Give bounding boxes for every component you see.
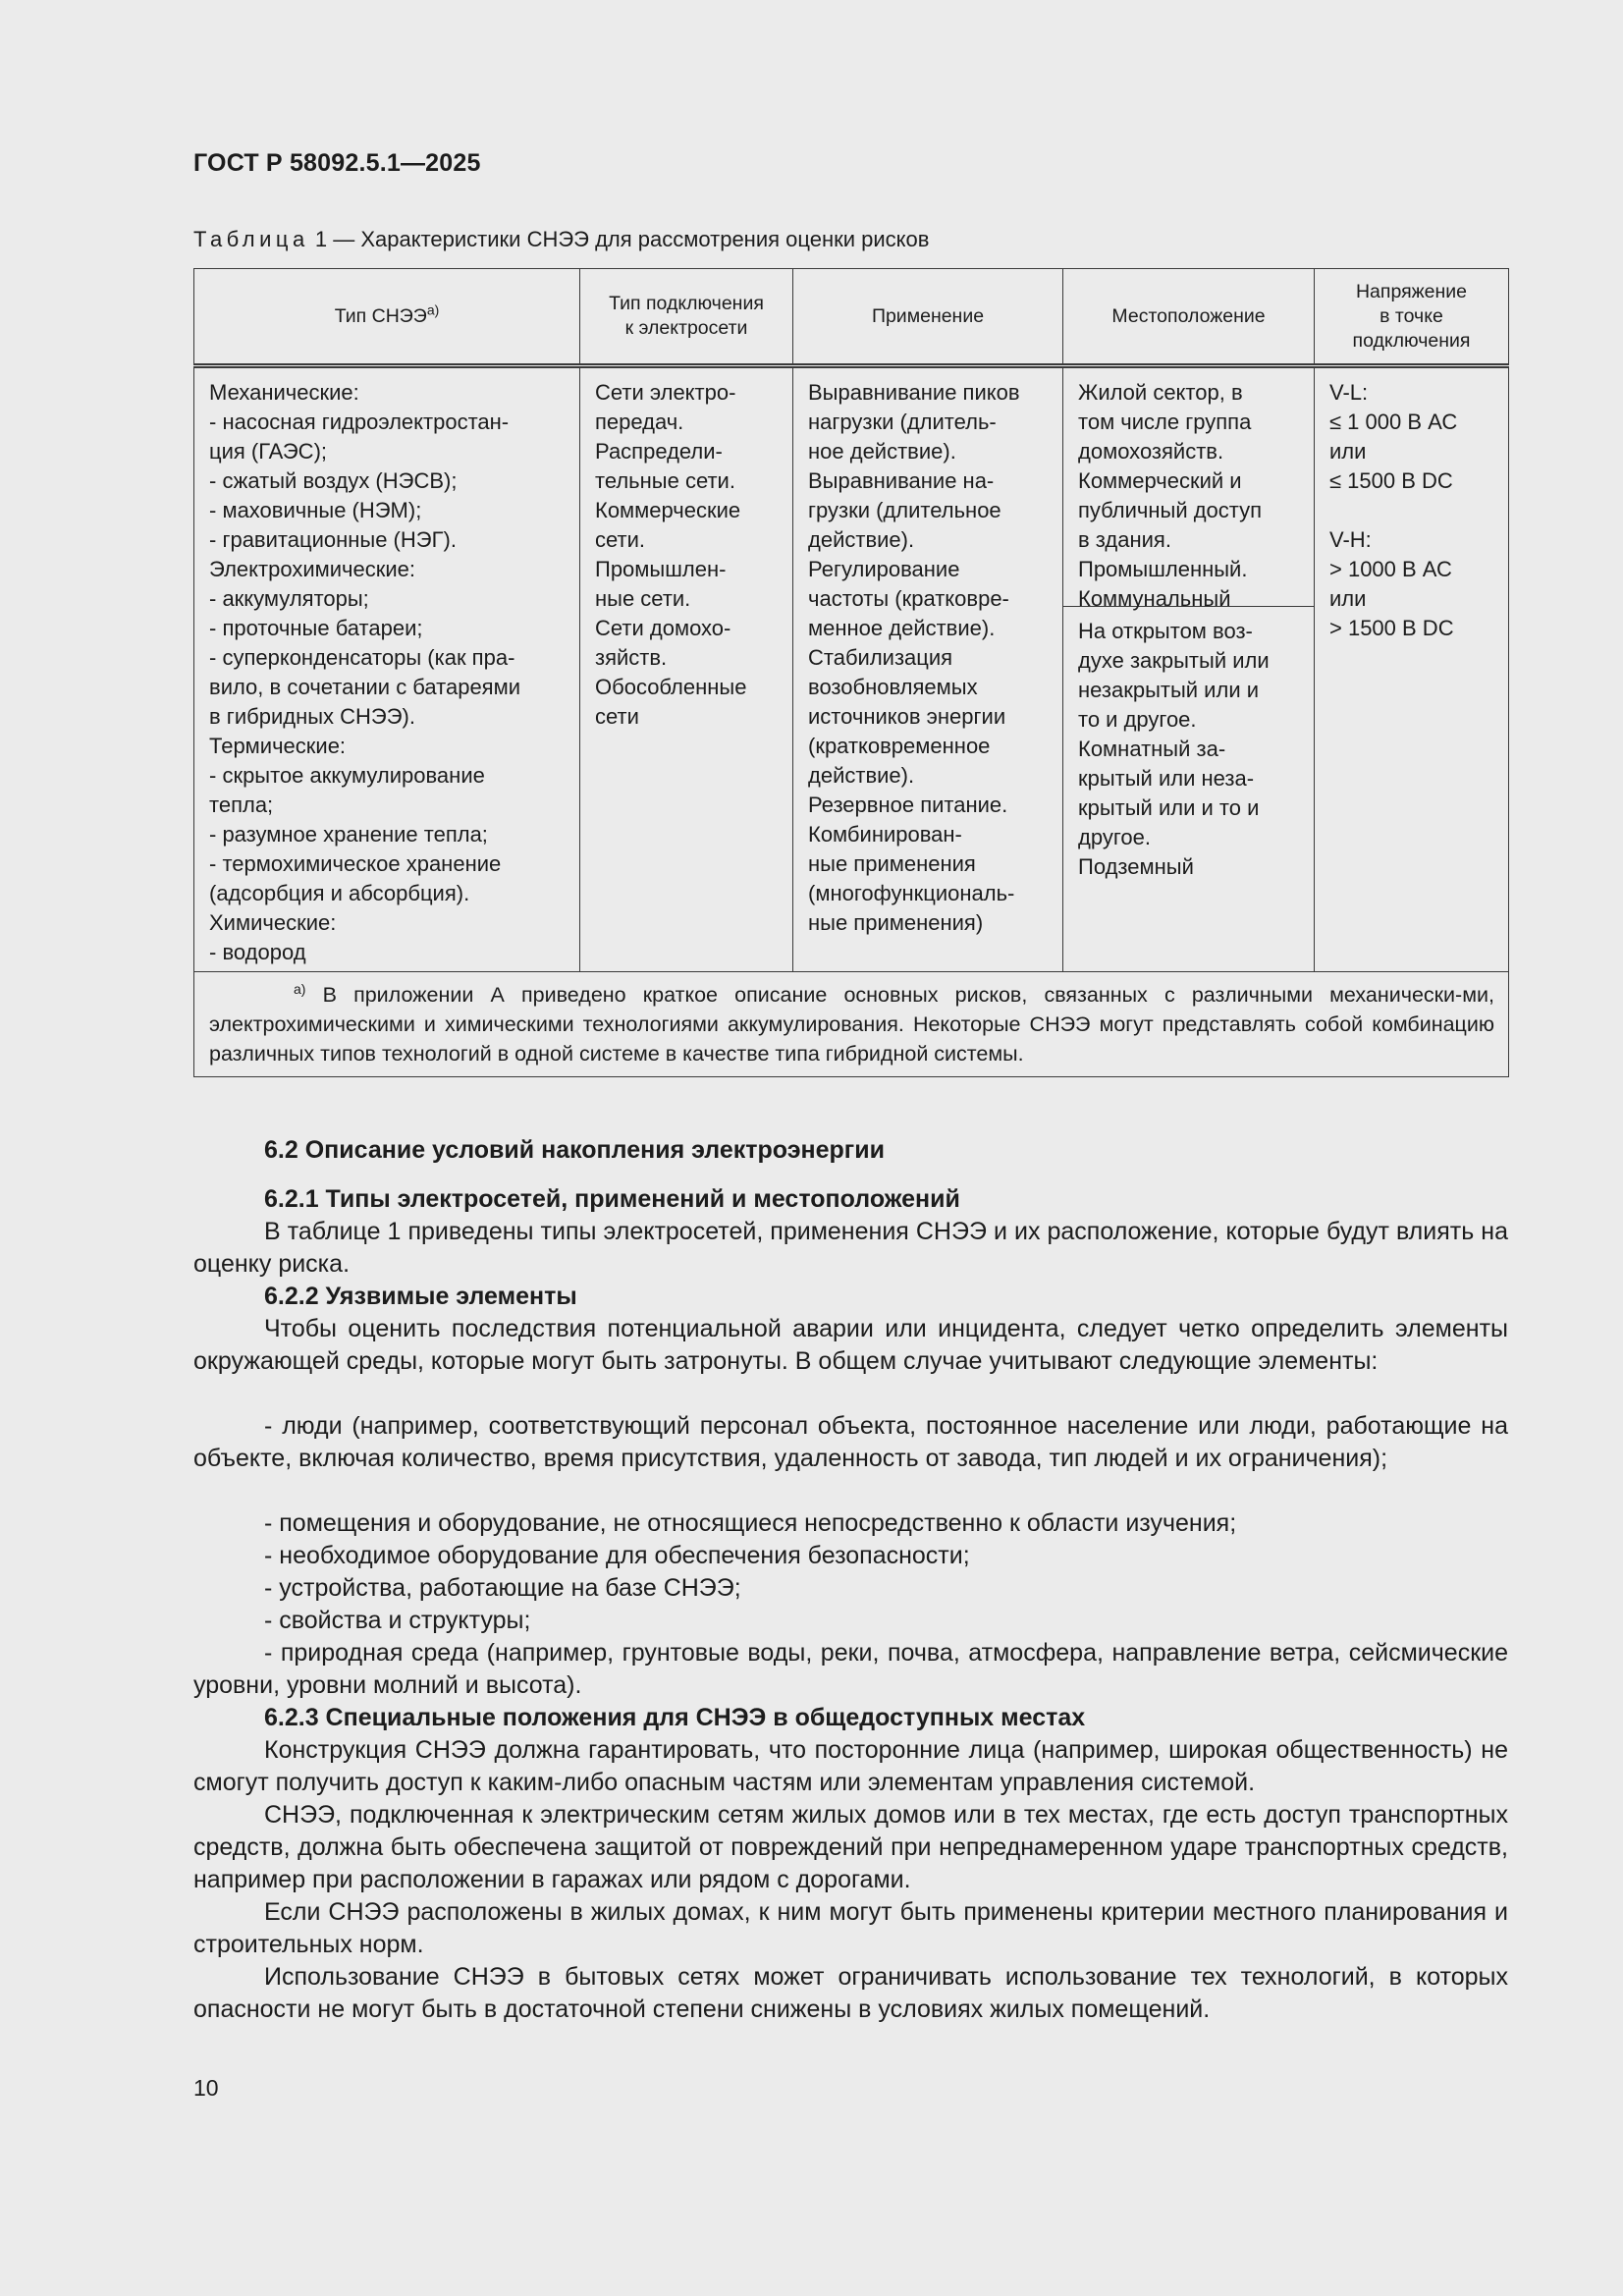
cell-location-bottom: На открытом воз- духе закрытый или незакрытый или и то и другое. Комнатный за- крытый или неза- крытый или и то и другое. Подземный — [1078, 619, 1270, 879]
paragraph-6-2-3-c: Если СНЭЭ расположены в жилых домах, к ним могут быть применены критерии местного планирования и строительных норм. — [193, 1898, 1508, 1958]
footnote-mark: а) — [294, 980, 306, 997]
col-header-location: Местоположение — [1063, 269, 1315, 366]
list-item: - свойства и структуры; — [264, 1607, 531, 1634]
footnote-text: В приложении А приведено краткое описание основных рисков, связанных с различными механически-ми, электрохимическими и химическими технологиями аккумулирования. Некоторые СНЭЭ могут представлять собой комбинацию различных типов технологий в одной системе в качестве типа гибридной системы. — [209, 983, 1494, 1066]
paragraph-6-2-3-d: Использование СНЭЭ в бытовых сетях может ограничивать использование тех технологий, в которых опасности не могут быть в достаточной степени снижены в условиях жилых помещений. — [193, 1963, 1508, 2023]
col-header-type-text: Тип СНЭЭ — [334, 304, 427, 327]
paragraph-6-2-2: Чтобы оценить последствия потенциальной аварии или инцидента, следует четко определить элементы окружающей среды, которые могут быть затронуты. В общем случае учитывают следующие элементы: — [193, 1315, 1508, 1375]
heading-6-2: 6.2 Описание условий накопления электроэнергии — [264, 1136, 885, 1164]
cell-application: Выравнивание пиков нагрузки (длитель- ное действие). Выравнивание на- грузки (длительное действие). Регулирование частоты (кратковре- менное действие). Стабилизация возобновляемых источников энергии (кратковременное действие). Резервное питание. Комбинирован- ные применения (многофункциональ- ные применения) — [808, 380, 1020, 935]
col-header-footnote-mark: а) — [426, 301, 440, 317]
table-caption — [193, 227, 929, 252]
col-header-application: Применение — [793, 269, 1063, 366]
cell-location — [1063, 366, 1315, 972]
heading-6-2-2: 6.2.2 Уязвимые элементы — [264, 1283, 577, 1310]
table-footnote-row — [194, 972, 1509, 1077]
caption-text: 1 — Характеристики СНЭЭ для рассмотрения оценки рисков — [308, 227, 930, 251]
cell-connection: Сети электро- передач. Распредели- тельные сети. Коммерческие сети. Промышлен- ные сети. Сети домохо- зяйств. Обособленные сети — [595, 380, 747, 729]
table-row — [194, 366, 1509, 972]
risk-characteristics-table — [193, 268, 1509, 1077]
paragraph-6-2-3-b: СНЭЭ, подключенная к электрическим сетям жилых домов или в тех местах, где есть доступ транспортных средств, должна быть обеспечена защитой от повреждений при непреднамеренном ударе транспортных средств, например при расположении в гаражах или рядом с дорогами. — [193, 1801, 1508, 1893]
list-item: - природная среда (например, грунтовые воды, реки, почва, атмосфера, направление ветра, сейсмические уровни, уровни молний и высота). — [193, 1639, 1508, 1699]
cell-voltage: V-L: ≤ 1 000 В АС или ≤ 1500 В DC V-H: > 1000 В АС или > 1500 В DC — [1329, 380, 1458, 640]
table-footnote — [194, 972, 1509, 1077]
heading-6-2-1: 6.2.1 Типы электросетей, применений и местоположений — [264, 1185, 960, 1213]
list-item: - необходимое оборудование для обеспечения безопасности; — [264, 1542, 970, 1569]
cell-type: Механические: - насосная гидроэлектростан- ция (ГАЭС); - сжатый воздух (НЭСВ); - маховичные (НЭМ); - гравитационные (НЭГ). Электрохимические: - аккумуляторы; - проточные батареи; - суперконденсаторы (как пра- вило, в сочетании с батареями в гибридных СНЭЭ). Термические: - скрытое аккумулирование тепла; - разумное хранение тепла; - термохимическое хранение (адсорбция и абсорбция). Химические: - водород — [209, 380, 521, 964]
page-number: 10 — [193, 2075, 219, 2101]
list-item: - люди (например, соответствующий персонал объекта, постоянное население или люди, работающие на объекте, включая количество, время присутствия, удаленность от завода, тип людей и их ограничения); — [193, 1412, 1508, 1472]
col-header-voltage: Напряжение в точке подключения — [1315, 269, 1509, 366]
list-item: - помещения и оборудование, не относящиеся непосредственно к области изучения; — [264, 1509, 1237, 1537]
paragraph-6-2-3-a: Конструкция СНЭЭ должна гарантировать, что посторонние лица (например, широкая общественность) не смогут получить доступ к каким-либо опасным частям или элементам управления системой. — [193, 1736, 1508, 1796]
col-header-connection: Тип подключения к электросети — [580, 269, 793, 366]
col-header-type — [194, 269, 580, 366]
document-header: ГОСТ Р 58092.5.1—2025 — [193, 149, 481, 177]
cell-location-top: Жилой сектор, в том числе группа домохозяйств. Коммерческий и публичный доступ в здания. Промышленный. Коммунальный — [1063, 368, 1314, 607]
paragraph-6-2-1: В таблице 1 приведены типы электросетей, применения СНЭЭ и их расположение, которые будут влиять на оценку риска. — [193, 1218, 1508, 1278]
table-header-row — [194, 269, 1509, 366]
list-item: - устройства, работающие на базе СНЭЭ; — [264, 1574, 741, 1602]
caption-prefix: Таблица — [193, 227, 309, 251]
heading-6-2-3: 6.2.3 Специальные положения для СНЭЭ в общедоступных местах — [264, 1704, 1086, 1731]
